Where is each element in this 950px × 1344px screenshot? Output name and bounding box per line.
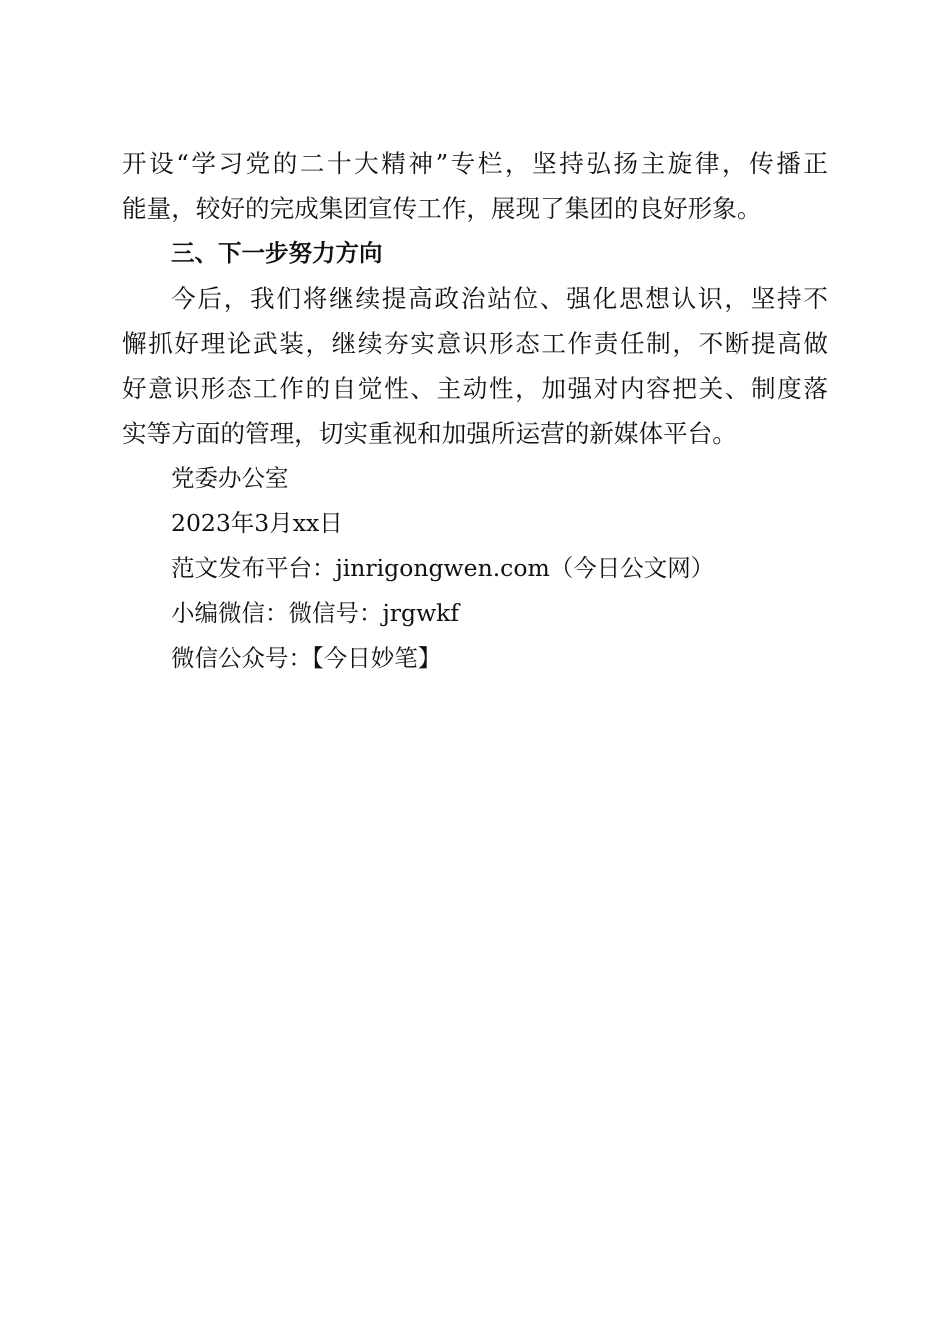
body-paragraph-line: 实等方面的管理，切实重视和加强所运营的新媒体平台。: [122, 419, 737, 448]
body-paragraph-line: 能量，较好的完成集团宣传工作，展现了集团的良好形象。: [122, 194, 762, 223]
body-paragraph-line: 好意识形态工作的自觉性、主动性，加强对内容把关、制度落: [122, 374, 828, 403]
document-body: [122, 141, 828, 681]
section-heading: 三、下一步努力方向: [171, 239, 383, 267]
body-paragraph-line: 懈抓好理论武装，继续夯实意识形态工作责任制，不断提高做: [122, 329, 828, 358]
footer-platform: 范文发布平台：jinrigongwen.com（今日公文网）: [171, 554, 715, 582]
signature-office: 党委办公室: [171, 464, 289, 492]
footer-official-account: 微信公众号：【今日妙笔】: [171, 644, 442, 672]
body-paragraph-line: 开设“学习党的二十大精神”专栏，坚持弘扬主旋律，传播正: [122, 149, 828, 178]
body-paragraph-line: 今后，我们将继续提高政治站位、强化思想认识，坚持不: [171, 284, 828, 313]
footer-wechat: 小编微信：微信号：jrgwkf: [171, 599, 460, 627]
signature-date: 2023年3月xx日: [171, 509, 343, 537]
